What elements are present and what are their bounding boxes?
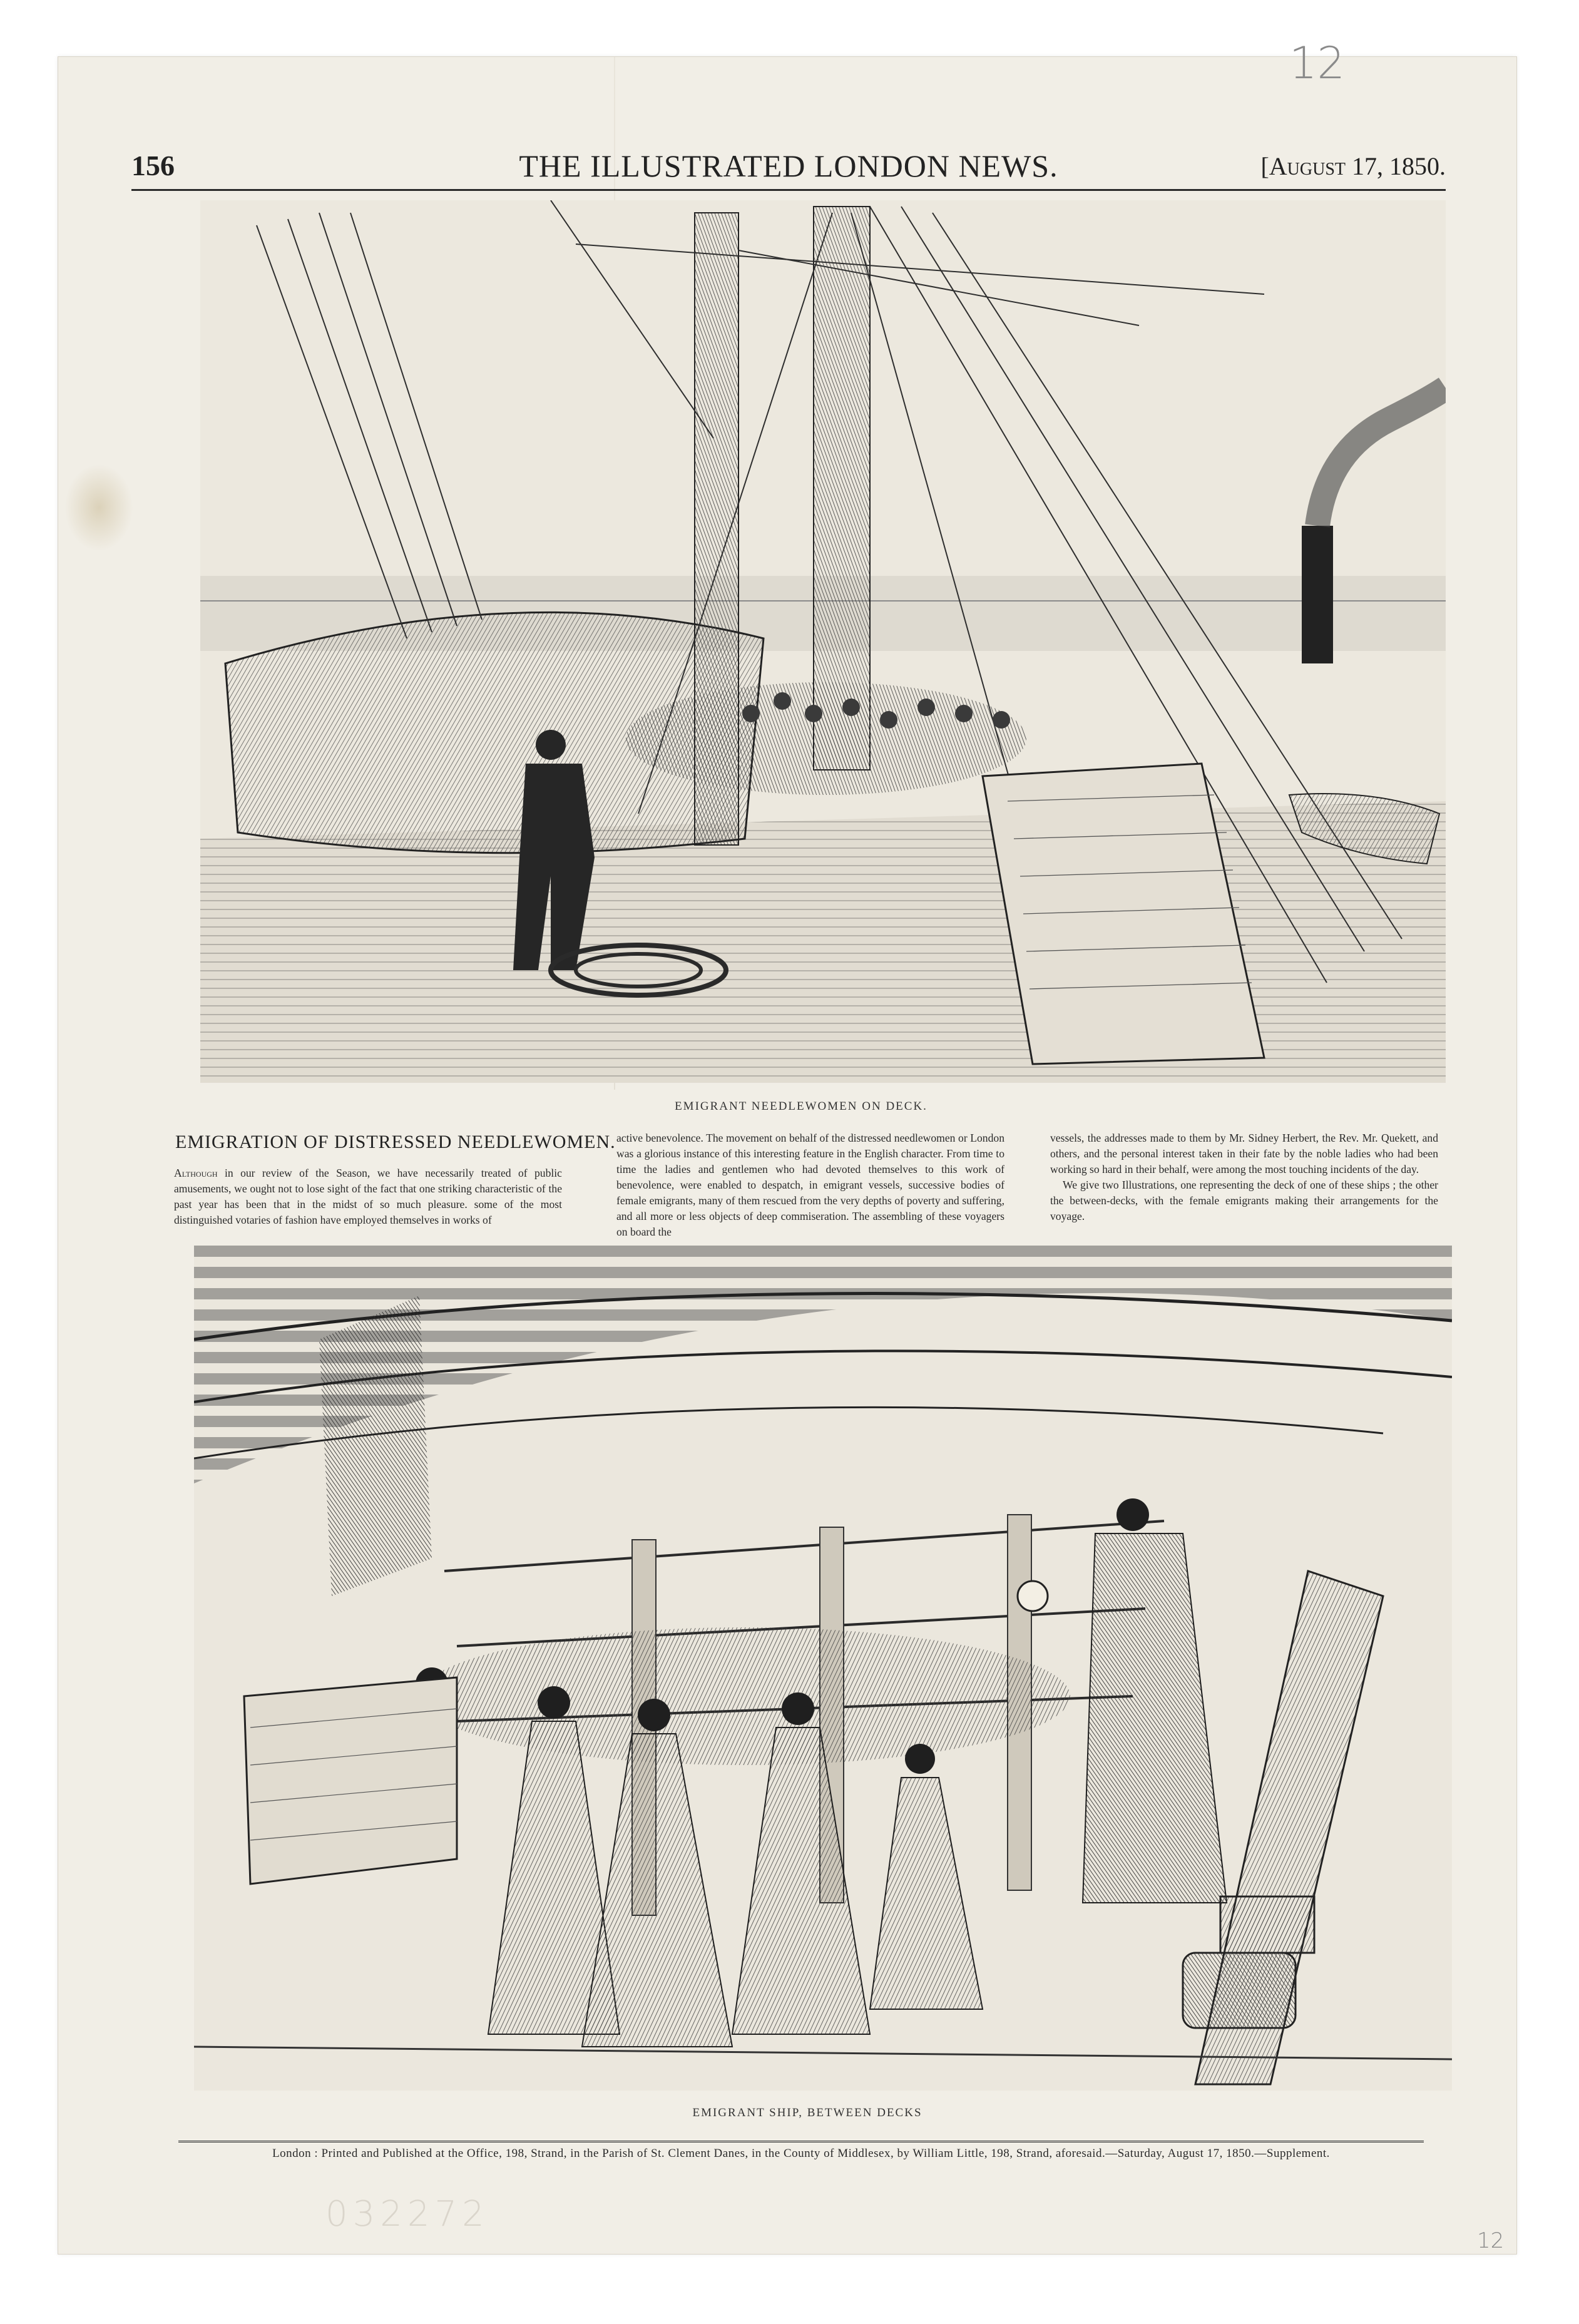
- article-column-1-text: in our review of the Season, we have necessarily treated of public amusements, we ought not to lose sight of the fact that one striking characteristic of the past year has been that in the midst of so much pleasure. some of the most distinguished votaries of fashion have employed themselves in works of: [174, 1167, 562, 1226]
- article-column-3: [1050, 1130, 1438, 1224]
- newspaper-title: THE ILLUSTRATED LONDON NEWS.: [519, 148, 1058, 183]
- article-heading: EMIGRATION OF DISTRESSED NEEDLEWOMEN.: [175, 1132, 616, 1152]
- article-column-2-text: active benevolence. The movement on behalf of the distressed needlewomen or London was a glorious instance of this interesting feature in the English character. From time to time the ladies and gentlemen who had devoted themselves to this work of benevolence, were enabled to despatch, in emigrant vessels, successive bodies of female emigrants, many of them rescued from the very depths of poverty and suffering, and all more or less objects of deep commiseration. The assembling of these voyagers on board the: [616, 1132, 1004, 1238]
- article-column-3-text-2: We give two Illustrations, one representing the deck of one of these ships ; the other the between-decks, with the female emigrants making their arrangements for the voyage.: [1050, 1179, 1438, 1222]
- article-column-2: [616, 1130, 1004, 1240]
- paper-stain: [64, 464, 133, 551]
- article-column-3-text: vessels, the addresses made to them by Mr. Sidney Herbert, the Rev. Mr. Quekett, and others, and the personal interest taken in their fate by the noble ladies who had been working so hard in their behalf, were among the most touching incidents of the day.: [1050, 1132, 1438, 1175]
- imprint-rule: [178, 2141, 1424, 2142]
- pencil-annotation-top: 12: [1289, 38, 1346, 89]
- issue-date: [August 17, 1850.: [1260, 152, 1446, 180]
- pencil-annotation-bottom: 12: [1477, 2228, 1505, 2253]
- deck-illustration: [200, 200, 1446, 1083]
- article-column-1: [174, 1165, 562, 1228]
- publisher-imprint: London : Printed and Published at the Office, 198, Strand, in the Parish of St. Clement Danes, in the County of Middlesex, by William Little, 198, Strand, aforesaid.—Saturday, August 17, 1850.—Supplement.: [272, 2147, 1330, 2160]
- page-number: 156: [131, 150, 175, 182]
- article-lead-word: Although: [174, 1167, 218, 1179]
- illustration-caption-bottom: EMIGRANT SHIP, BETWEEN DECKS: [692, 2106, 922, 2119]
- faint-stamp: 032272: [325, 2194, 489, 2234]
- masthead: [131, 145, 1446, 191]
- between-decks-illustration: [194, 1246, 1452, 2091]
- illustration-caption-top: EMIGRANT NEEDLEWOMEN ON DECK.: [675, 1100, 927, 1113]
